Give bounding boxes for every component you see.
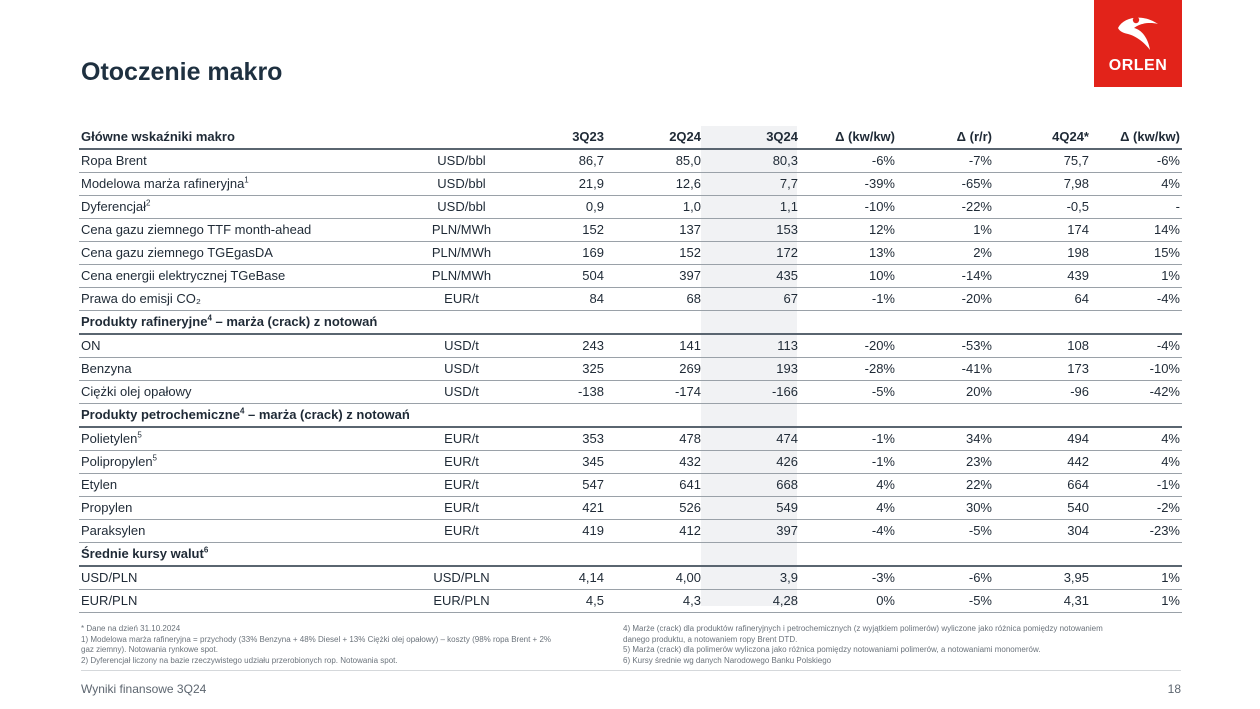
value-cell: 547 <box>514 474 606 497</box>
section-title: Produkty petrochemiczne$^4$ – marża (crack) z notowań <box>79 404 1182 428</box>
value-cell: 4% <box>1091 451 1182 474</box>
value-cell: 193 <box>703 358 800 381</box>
value-cell: 1,1 <box>703 196 800 219</box>
table-row <box>79 381 1182 404</box>
footnote-line: 1) Modelowa marża rafineryjna = przychody (33% Benzyna + 48% Diesel + 13% Ciężki olej opałowy) – koszty (98% ropa Brent + 2% <box>81 634 552 644</box>
value-cell: -0,5 <box>994 196 1091 219</box>
value-cell: 439 <box>994 265 1091 288</box>
indicator-name: Ciężki olej opałowy <box>79 381 409 404</box>
value-cell: 14% <box>1091 219 1182 242</box>
value-cell: 12,6 <box>606 173 703 196</box>
value-cell: -166 <box>703 381 800 404</box>
value-cell: 3,95 <box>994 566 1091 590</box>
table-row <box>79 219 1182 242</box>
value-cell: 435 <box>703 265 800 288</box>
value-cell: 108 <box>994 334 1091 358</box>
value-cell: 137 <box>606 219 703 242</box>
value-cell: -5% <box>800 381 897 404</box>
value-cell: -53% <box>897 334 994 358</box>
section-header-row <box>79 404 1182 428</box>
value-cell: 1% <box>1091 265 1182 288</box>
value-cell: -174 <box>606 381 703 404</box>
indicator-unit: PLN/MWh <box>409 265 514 288</box>
footnote-line: 6) Kursy średnie wg danych Narodowego Banku Polskiego <box>623 655 832 665</box>
column-header-unit <box>409 126 514 149</box>
value-cell: -4% <box>1091 334 1182 358</box>
macro-indicators-table <box>79 126 1182 613</box>
logo-text: ORLEN <box>1108 57 1168 74</box>
value-cell: 668 <box>703 474 800 497</box>
orlen-logo <box>1094 0 1182 87</box>
value-cell: -1% <box>800 451 897 474</box>
indicator-unit: USD/bbl <box>409 149 514 173</box>
eagle-icon <box>1114 14 1162 54</box>
value-cell: -4% <box>1091 288 1182 311</box>
value-cell: -10% <box>1091 358 1182 381</box>
table-header-row <box>79 126 1182 149</box>
value-cell: 474 <box>703 427 800 451</box>
value-cell: 75,7 <box>994 149 1091 173</box>
value-cell: 325 <box>514 358 606 381</box>
value-cell: 419 <box>514 520 606 543</box>
value-cell: -5% <box>897 520 994 543</box>
indicator-unit: EUR/t <box>409 451 514 474</box>
value-cell: 526 <box>606 497 703 520</box>
indicator-name: Polietylen$^5$ <box>79 427 409 451</box>
footnotes-right <box>623 624 1178 666</box>
table-row <box>79 590 1182 613</box>
page-number: 18 <box>1167 682 1181 696</box>
value-cell: 85,0 <box>606 149 703 173</box>
value-cell: 172 <box>703 242 800 265</box>
value-cell: -6% <box>800 149 897 173</box>
indicator-unit: EUR/t <box>409 520 514 543</box>
column-header-indicator: Główne wskaźniki makro <box>79 126 409 149</box>
value-cell: 4% <box>1091 173 1182 196</box>
column-header: 2Q24 <box>606 126 703 149</box>
section-title: Średnie kursy walut$^6$ <box>79 543 1182 567</box>
value-cell: 68 <box>606 288 703 311</box>
value-cell: 478 <box>606 427 703 451</box>
value-cell: 153 <box>703 219 800 242</box>
value-cell: 64 <box>994 288 1091 311</box>
indicator-unit: EUR/PLN <box>409 590 514 613</box>
indicator-name: Ropa Brent <box>79 149 409 173</box>
footnote-line: * Dane na dzień 31.10.2024 <box>81 624 181 633</box>
indicator-name: Benzyna <box>79 358 409 381</box>
indicator-unit: USD/PLN <box>409 566 514 590</box>
value-cell: 173 <box>994 358 1091 381</box>
value-cell: 84 <box>514 288 606 311</box>
value-cell: 4,5 <box>514 590 606 613</box>
section-header-row <box>79 311 1182 335</box>
indicator-name: Polipropylen$^5$ <box>79 451 409 474</box>
indicator-name: Dyferencjał$^2$ <box>79 196 409 219</box>
value-cell: 4,3 <box>606 590 703 613</box>
value-cell: 345 <box>514 451 606 474</box>
value-cell: -23% <box>1091 520 1182 543</box>
page-title: Otoczenie makro <box>81 58 283 86</box>
indicator-name: Cena energii elektrycznej TGeBase <box>79 265 409 288</box>
footnote-line: gaz ziemny). Notowania rynkowe spot. <box>81 645 218 654</box>
value-cell: 12% <box>800 219 897 242</box>
value-cell: -1% <box>800 288 897 311</box>
value-cell: 0% <box>800 590 897 613</box>
value-cell: 269 <box>606 358 703 381</box>
value-cell: -22% <box>897 196 994 219</box>
value-cell: 4,00 <box>606 566 703 590</box>
value-cell: 664 <box>994 474 1091 497</box>
footnote-line: 5) Marża (crack) dla polimerów wyliczona jako różnica pomiędzy notowaniami polimerów, a notowaniami monomerów. <box>623 645 1041 654</box>
value-cell: -1% <box>1091 474 1182 497</box>
indicator-unit: USD/t <box>409 381 514 404</box>
indicator-name: USD/PLN <box>79 566 409 590</box>
value-cell: -5% <box>897 590 994 613</box>
value-cell: 304 <box>994 520 1091 543</box>
value-cell: 15% <box>1091 242 1182 265</box>
table-row <box>79 427 1182 451</box>
table-row <box>79 173 1182 196</box>
value-cell: 426 <box>703 451 800 474</box>
table-row <box>79 566 1182 590</box>
value-cell: 34% <box>897 427 994 451</box>
value-cell: 1% <box>1091 566 1182 590</box>
value-cell: 198 <box>994 242 1091 265</box>
value-cell: 152 <box>606 242 703 265</box>
value-cell: 4% <box>800 474 897 497</box>
value-cell: -20% <box>897 288 994 311</box>
value-cell: 4% <box>800 497 897 520</box>
table-row <box>79 242 1182 265</box>
indicator-name: Modelowa marża rafineryjna$^1$ <box>79 173 409 196</box>
value-cell: -1% <box>800 427 897 451</box>
table-body <box>79 149 1182 613</box>
table-row <box>79 520 1182 543</box>
footnote-line: danego produktu, a notowaniem ropy Brent DTD. <box>623 634 798 644</box>
value-cell: -28% <box>800 358 897 381</box>
value-cell: 23% <box>897 451 994 474</box>
indicator-unit: PLN/MWh <box>409 219 514 242</box>
table-row <box>79 358 1182 381</box>
footnote-line: 4) Marże (crack) dla produktów rafineryjnych i petrochemicznych (z wyjątkiem polimerów) wyliczone jako różnica pomiędzy notowaniem <box>623 624 1103 633</box>
value-cell: 22% <box>897 474 994 497</box>
table-row <box>79 334 1182 358</box>
value-cell: 86,7 <box>514 149 606 173</box>
value-cell: 169 <box>514 242 606 265</box>
value-cell: 30% <box>897 497 994 520</box>
indicator-unit: EUR/t <box>409 497 514 520</box>
value-cell: -138 <box>514 381 606 404</box>
value-cell: 1,0 <box>606 196 703 219</box>
value-cell: 21,9 <box>514 173 606 196</box>
footnote-line: 2) Dyferencjał liczony na bazie rzeczywistego udziału przerobionych rop. Notowania spot. <box>81 655 398 665</box>
table-row <box>79 149 1182 173</box>
indicator-unit: EUR/t <box>409 427 514 451</box>
value-cell: 10% <box>800 265 897 288</box>
section-title: Produkty rafineryjne$^4$ – marża (crack) z notowań <box>79 311 1182 335</box>
value-cell: 1% <box>1091 590 1182 613</box>
value-cell: -65% <box>897 173 994 196</box>
column-header: 4Q24* <box>994 126 1091 149</box>
indicator-name: Cena gazu ziemnego TTF month-ahead <box>79 219 409 242</box>
value-cell: 494 <box>994 427 1091 451</box>
column-header: 3Q24 <box>703 126 800 149</box>
value-cell: -4% <box>800 520 897 543</box>
column-header: Δ (r/r) <box>897 126 994 149</box>
indicator-unit: PLN/MWh <box>409 242 514 265</box>
value-cell: -6% <box>1091 149 1182 173</box>
value-cell: 353 <box>514 427 606 451</box>
value-cell: -41% <box>897 358 994 381</box>
indicator-name: Cena gazu ziemnego TGEgasDA <box>79 242 409 265</box>
indicator-unit: USD/t <box>409 358 514 381</box>
footer-report-title: Wyniki finansowe 3Q24 <box>81 682 207 696</box>
indicator-unit: EUR/t <box>409 474 514 497</box>
value-cell: 3,9 <box>703 566 800 590</box>
indicator-name: Propylen <box>79 497 409 520</box>
indicator-unit: USD/t <box>409 334 514 358</box>
indicator-name: Paraksylen <box>79 520 409 543</box>
table-row <box>79 265 1182 288</box>
table-row <box>79 497 1182 520</box>
indicator-name: EUR/PLN <box>79 590 409 613</box>
footnotes-left <box>81 624 601 666</box>
value-cell: -20% <box>800 334 897 358</box>
value-cell: 641 <box>606 474 703 497</box>
value-cell: -7% <box>897 149 994 173</box>
value-cell: 4,28 <box>703 590 800 613</box>
value-cell: -42% <box>1091 381 1182 404</box>
value-cell: 432 <box>606 451 703 474</box>
indicator-name: ON <box>79 334 409 358</box>
value-cell: - <box>1091 196 1182 219</box>
value-cell: 2% <box>897 242 994 265</box>
value-cell: 540 <box>994 497 1091 520</box>
value-cell: 141 <box>606 334 703 358</box>
indicator-name: Etylen <box>79 474 409 497</box>
value-cell: -2% <box>1091 497 1182 520</box>
value-cell: 20% <box>897 381 994 404</box>
indicator-name: Prawa do emisji CO₂ <box>79 288 409 311</box>
value-cell: 243 <box>514 334 606 358</box>
value-cell: -10% <box>800 196 897 219</box>
value-cell: -39% <box>800 173 897 196</box>
value-cell: -96 <box>994 381 1091 404</box>
value-cell: 174 <box>994 219 1091 242</box>
table-row <box>79 451 1182 474</box>
indicator-unit: USD/bbl <box>409 173 514 196</box>
column-header: Δ (kw/kw) <box>1091 126 1182 149</box>
section-header-row <box>79 543 1182 567</box>
value-cell: 504 <box>514 265 606 288</box>
value-cell: 1% <box>897 219 994 242</box>
table-row <box>79 288 1182 311</box>
column-header: Δ (kw/kw) <box>800 126 897 149</box>
value-cell: 4,14 <box>514 566 606 590</box>
value-cell: 397 <box>703 520 800 543</box>
value-cell: -6% <box>897 566 994 590</box>
value-cell: 152 <box>514 219 606 242</box>
value-cell: 4% <box>1091 427 1182 451</box>
value-cell: -3% <box>800 566 897 590</box>
table-row <box>79 196 1182 219</box>
value-cell: 80,3 <box>703 149 800 173</box>
value-cell: 549 <box>703 497 800 520</box>
value-cell: 397 <box>606 265 703 288</box>
value-cell: 421 <box>514 497 606 520</box>
column-header: 3Q23 <box>514 126 606 149</box>
value-cell: 442 <box>994 451 1091 474</box>
value-cell: 13% <box>800 242 897 265</box>
indicator-unit: USD/bbl <box>409 196 514 219</box>
value-cell: 0,9 <box>514 196 606 219</box>
indicator-unit: EUR/t <box>409 288 514 311</box>
value-cell: -14% <box>897 265 994 288</box>
value-cell: 4,31 <box>994 590 1091 613</box>
value-cell: 7,98 <box>994 173 1091 196</box>
value-cell: 113 <box>703 334 800 358</box>
value-cell: 412 <box>606 520 703 543</box>
footer-divider <box>81 670 1181 671</box>
value-cell: 67 <box>703 288 800 311</box>
value-cell: 7,7 <box>703 173 800 196</box>
table-row <box>79 474 1182 497</box>
